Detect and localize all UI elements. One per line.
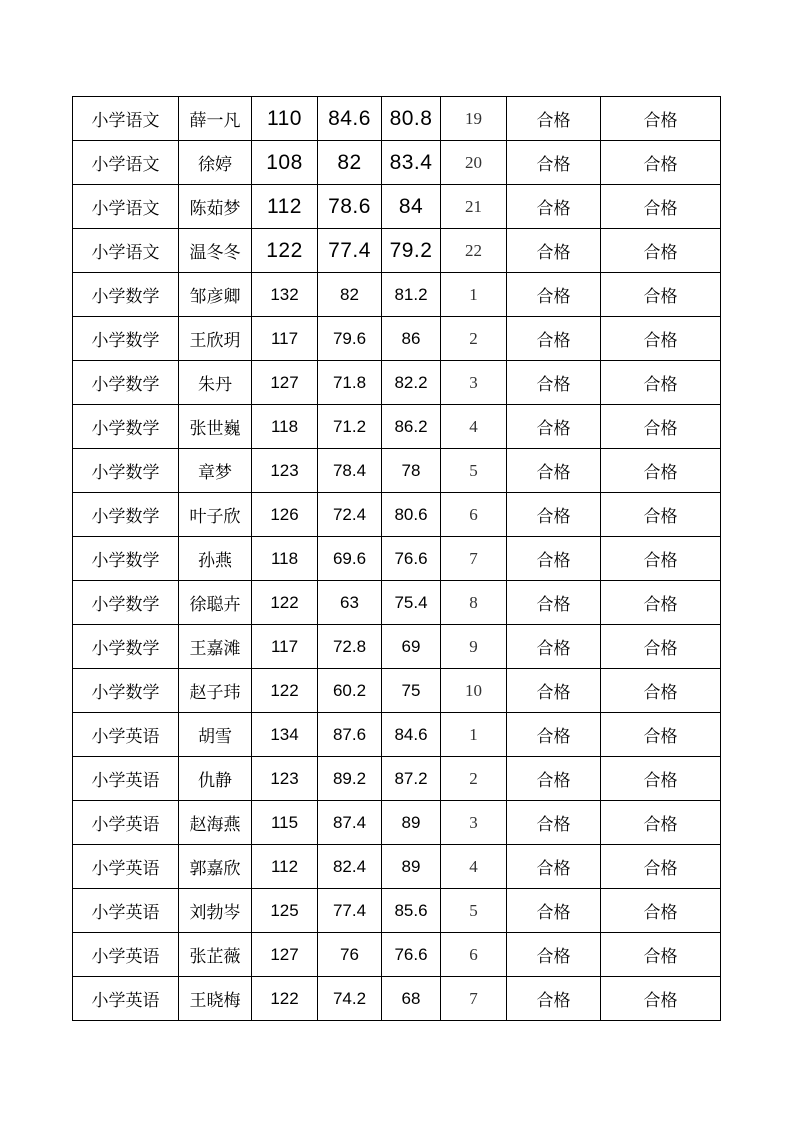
result-2-cell: 合格: [601, 493, 721, 537]
score-1-cell: 71.8: [318, 361, 382, 405]
table-row: [73, 449, 721, 493]
result-1-cell: 合格: [507, 141, 601, 185]
score-1-cell: 78.6: [318, 185, 382, 229]
result-2-cell: 合格: [601, 669, 721, 713]
name-cell: 叶子欣: [179, 493, 252, 537]
score-1-cell: 74.2: [318, 977, 382, 1021]
name-cell: 赵海燕: [179, 801, 252, 845]
subject-cell: 小学英语: [73, 977, 179, 1021]
subject-cell: 小学数学: [73, 581, 179, 625]
result-1-cell: 合格: [507, 669, 601, 713]
name-cell: 徐聪卉: [179, 581, 252, 625]
name-cell: 邹彦卿: [179, 273, 252, 317]
result-1-cell: 合格: [507, 625, 601, 669]
subject-cell: 小学英语: [73, 713, 179, 757]
result-1-cell: 合格: [507, 757, 601, 801]
score-2-cell: 82.2: [382, 361, 441, 405]
name-cell: 王欣玥: [179, 317, 252, 361]
subject-cell: 小学数学: [73, 273, 179, 317]
rank-cell: 1: [441, 713, 507, 757]
table-row: [73, 933, 721, 977]
score-cell: 110: [252, 97, 318, 141]
rank-cell: 8: [441, 581, 507, 625]
score-2-cell: 80.8: [382, 97, 441, 141]
rank-cell: 7: [441, 977, 507, 1021]
score-cell: 108: [252, 141, 318, 185]
score-cell: 132: [252, 273, 318, 317]
score-1-cell: 63: [318, 581, 382, 625]
score-1-cell: 87.4: [318, 801, 382, 845]
score-1-cell: 89.2: [318, 757, 382, 801]
score-2-cell: 75.4: [382, 581, 441, 625]
subject-cell: 小学数学: [73, 449, 179, 493]
table-row: [73, 317, 721, 361]
score-1-cell: 77.4: [318, 889, 382, 933]
score-1-cell: 82: [318, 141, 382, 185]
subject-cell: 小学数学: [73, 361, 179, 405]
table-row: [73, 713, 721, 757]
table-row: [73, 493, 721, 537]
result-1-cell: 合格: [507, 97, 601, 141]
name-cell: 徐婷: [179, 141, 252, 185]
score-cell: 127: [252, 933, 318, 977]
rank-cell: 6: [441, 493, 507, 537]
score-cell: 118: [252, 537, 318, 581]
rank-cell: 10: [441, 669, 507, 713]
name-cell: 张芷薇: [179, 933, 252, 977]
result-1-cell: 合格: [507, 845, 601, 889]
subject-cell: 小学语文: [73, 185, 179, 229]
result-1-cell: 合格: [507, 229, 601, 273]
subject-cell: 小学英语: [73, 801, 179, 845]
score-cell: 122: [252, 669, 318, 713]
score-cell: 122: [252, 581, 318, 625]
subject-cell: 小学英语: [73, 845, 179, 889]
subject-cell: 小学英语: [73, 933, 179, 977]
score-2-cell: 89: [382, 801, 441, 845]
table-row: [73, 273, 721, 317]
result-1-cell: 合格: [507, 977, 601, 1021]
score-2-cell: 79.2: [382, 229, 441, 273]
score-table: [72, 96, 721, 1021]
table-row: [73, 361, 721, 405]
score-cell: 117: [252, 317, 318, 361]
score-1-cell: 60.2: [318, 669, 382, 713]
result-1-cell: 合格: [507, 713, 601, 757]
rank-cell: 2: [441, 757, 507, 801]
rank-cell: 3: [441, 801, 507, 845]
subject-cell: 小学数学: [73, 669, 179, 713]
score-cell: 118: [252, 405, 318, 449]
score-2-cell: 81.2: [382, 273, 441, 317]
score-1-cell: 71.2: [318, 405, 382, 449]
score-2-cell: 69: [382, 625, 441, 669]
result-2-cell: 合格: [601, 845, 721, 889]
score-1-cell: 82: [318, 273, 382, 317]
result-2-cell: 合格: [601, 361, 721, 405]
result-2-cell: 合格: [601, 581, 721, 625]
result-2-cell: 合格: [601, 801, 721, 845]
rank-cell: 4: [441, 845, 507, 889]
result-2-cell: 合格: [601, 625, 721, 669]
table-row: [73, 537, 721, 581]
rank-cell: 3: [441, 361, 507, 405]
score-1-cell: 77.4: [318, 229, 382, 273]
rank-cell: 20: [441, 141, 507, 185]
rank-cell: 5: [441, 449, 507, 493]
score-2-cell: 86.2: [382, 405, 441, 449]
score-1-cell: 78.4: [318, 449, 382, 493]
score-cell: 125: [252, 889, 318, 933]
score-2-cell: 83.4: [382, 141, 441, 185]
name-cell: 薛一凡: [179, 97, 252, 141]
score-1-cell: 79.6: [318, 317, 382, 361]
score-1-cell: 72.4: [318, 493, 382, 537]
subject-cell: 小学数学: [73, 537, 179, 581]
result-1-cell: 合格: [507, 933, 601, 977]
result-2-cell: 合格: [601, 141, 721, 185]
score-2-cell: 68: [382, 977, 441, 1021]
table-row: [73, 757, 721, 801]
score-2-cell: 75: [382, 669, 441, 713]
result-2-cell: 合格: [601, 273, 721, 317]
result-2-cell: 合格: [601, 537, 721, 581]
result-1-cell: 合格: [507, 493, 601, 537]
rank-cell: 19: [441, 97, 507, 141]
score-cell: 112: [252, 185, 318, 229]
result-1-cell: 合格: [507, 185, 601, 229]
rank-cell: 21: [441, 185, 507, 229]
score-cell: 123: [252, 449, 318, 493]
score-1-cell: 72.8: [318, 625, 382, 669]
name-cell: 陈茹梦: [179, 185, 252, 229]
score-1-cell: 82.4: [318, 845, 382, 889]
name-cell: 孙燕: [179, 537, 252, 581]
name-cell: 王嘉滩: [179, 625, 252, 669]
score-1-cell: 87.6: [318, 713, 382, 757]
rank-cell: 7: [441, 537, 507, 581]
result-1-cell: 合格: [507, 405, 601, 449]
subject-cell: 小学语文: [73, 97, 179, 141]
rank-cell: 1: [441, 273, 507, 317]
score-1-cell: 76: [318, 933, 382, 977]
result-2-cell: 合格: [601, 713, 721, 757]
score-cell: 122: [252, 229, 318, 273]
score-cell: 127: [252, 361, 318, 405]
subject-cell: 小学英语: [73, 757, 179, 801]
table-row: [73, 581, 721, 625]
name-cell: 王晓梅: [179, 977, 252, 1021]
rank-cell: 5: [441, 889, 507, 933]
result-1-cell: 合格: [507, 889, 601, 933]
result-1-cell: 合格: [507, 361, 601, 405]
score-2-cell: 80.6: [382, 493, 441, 537]
table-row: [73, 669, 721, 713]
subject-cell: 小学语文: [73, 141, 179, 185]
name-cell: 刘勃岑: [179, 889, 252, 933]
result-2-cell: 合格: [601, 933, 721, 977]
table-row: [73, 889, 721, 933]
result-1-cell: 合格: [507, 317, 601, 361]
table-row: [73, 625, 721, 669]
table-row: [73, 405, 721, 449]
result-2-cell: 合格: [601, 757, 721, 801]
score-2-cell: 87.2: [382, 757, 441, 801]
score-cell: 122: [252, 977, 318, 1021]
score-2-cell: 89: [382, 845, 441, 889]
score-cell: 126: [252, 493, 318, 537]
subject-cell: 小学数学: [73, 405, 179, 449]
rank-cell: 22: [441, 229, 507, 273]
name-cell: 赵子玮: [179, 669, 252, 713]
table-row: [73, 185, 721, 229]
rank-cell: 6: [441, 933, 507, 977]
table-row: [73, 801, 721, 845]
score-1-cell: 69.6: [318, 537, 382, 581]
table-row: [73, 977, 721, 1021]
score-2-cell: 78: [382, 449, 441, 493]
score-2-cell: 76.6: [382, 537, 441, 581]
score-cell: 123: [252, 757, 318, 801]
result-1-cell: 合格: [507, 537, 601, 581]
result-2-cell: 合格: [601, 889, 721, 933]
score-2-cell: 84.6: [382, 713, 441, 757]
rank-cell: 4: [441, 405, 507, 449]
rank-cell: 9: [441, 625, 507, 669]
score-2-cell: 85.6: [382, 889, 441, 933]
result-2-cell: 合格: [601, 977, 721, 1021]
result-2-cell: 合格: [601, 185, 721, 229]
table-row: [73, 97, 721, 141]
score-cell: 112: [252, 845, 318, 889]
result-2-cell: 合格: [601, 449, 721, 493]
name-cell: 郭嘉欣: [179, 845, 252, 889]
result-1-cell: 合格: [507, 801, 601, 845]
score-2-cell: 84: [382, 185, 441, 229]
rank-cell: 2: [441, 317, 507, 361]
subject-cell: 小学数学: [73, 625, 179, 669]
name-cell: 仇静: [179, 757, 252, 801]
table-row: [73, 229, 721, 273]
result-2-cell: 合格: [601, 97, 721, 141]
score-cell: 117: [252, 625, 318, 669]
table-body: [73, 97, 721, 1021]
score-1-cell: 84.6: [318, 97, 382, 141]
name-cell: 胡雪: [179, 713, 252, 757]
name-cell: 章梦: [179, 449, 252, 493]
score-cell: 115: [252, 801, 318, 845]
result-1-cell: 合格: [507, 449, 601, 493]
table-row: [73, 141, 721, 185]
subject-cell: 小学语文: [73, 229, 179, 273]
result-1-cell: 合格: [507, 581, 601, 625]
score-2-cell: 86: [382, 317, 441, 361]
score-2-cell: 76.6: [382, 933, 441, 977]
subject-cell: 小学英语: [73, 889, 179, 933]
score-cell: 134: [252, 713, 318, 757]
name-cell: 温冬冬: [179, 229, 252, 273]
subject-cell: 小学数学: [73, 317, 179, 361]
table-row: [73, 845, 721, 889]
name-cell: 张世巍: [179, 405, 252, 449]
name-cell: 朱丹: [179, 361, 252, 405]
result-2-cell: 合格: [601, 229, 721, 273]
subject-cell: 小学数学: [73, 493, 179, 537]
result-2-cell: 合格: [601, 317, 721, 361]
result-2-cell: 合格: [601, 405, 721, 449]
result-1-cell: 合格: [507, 273, 601, 317]
